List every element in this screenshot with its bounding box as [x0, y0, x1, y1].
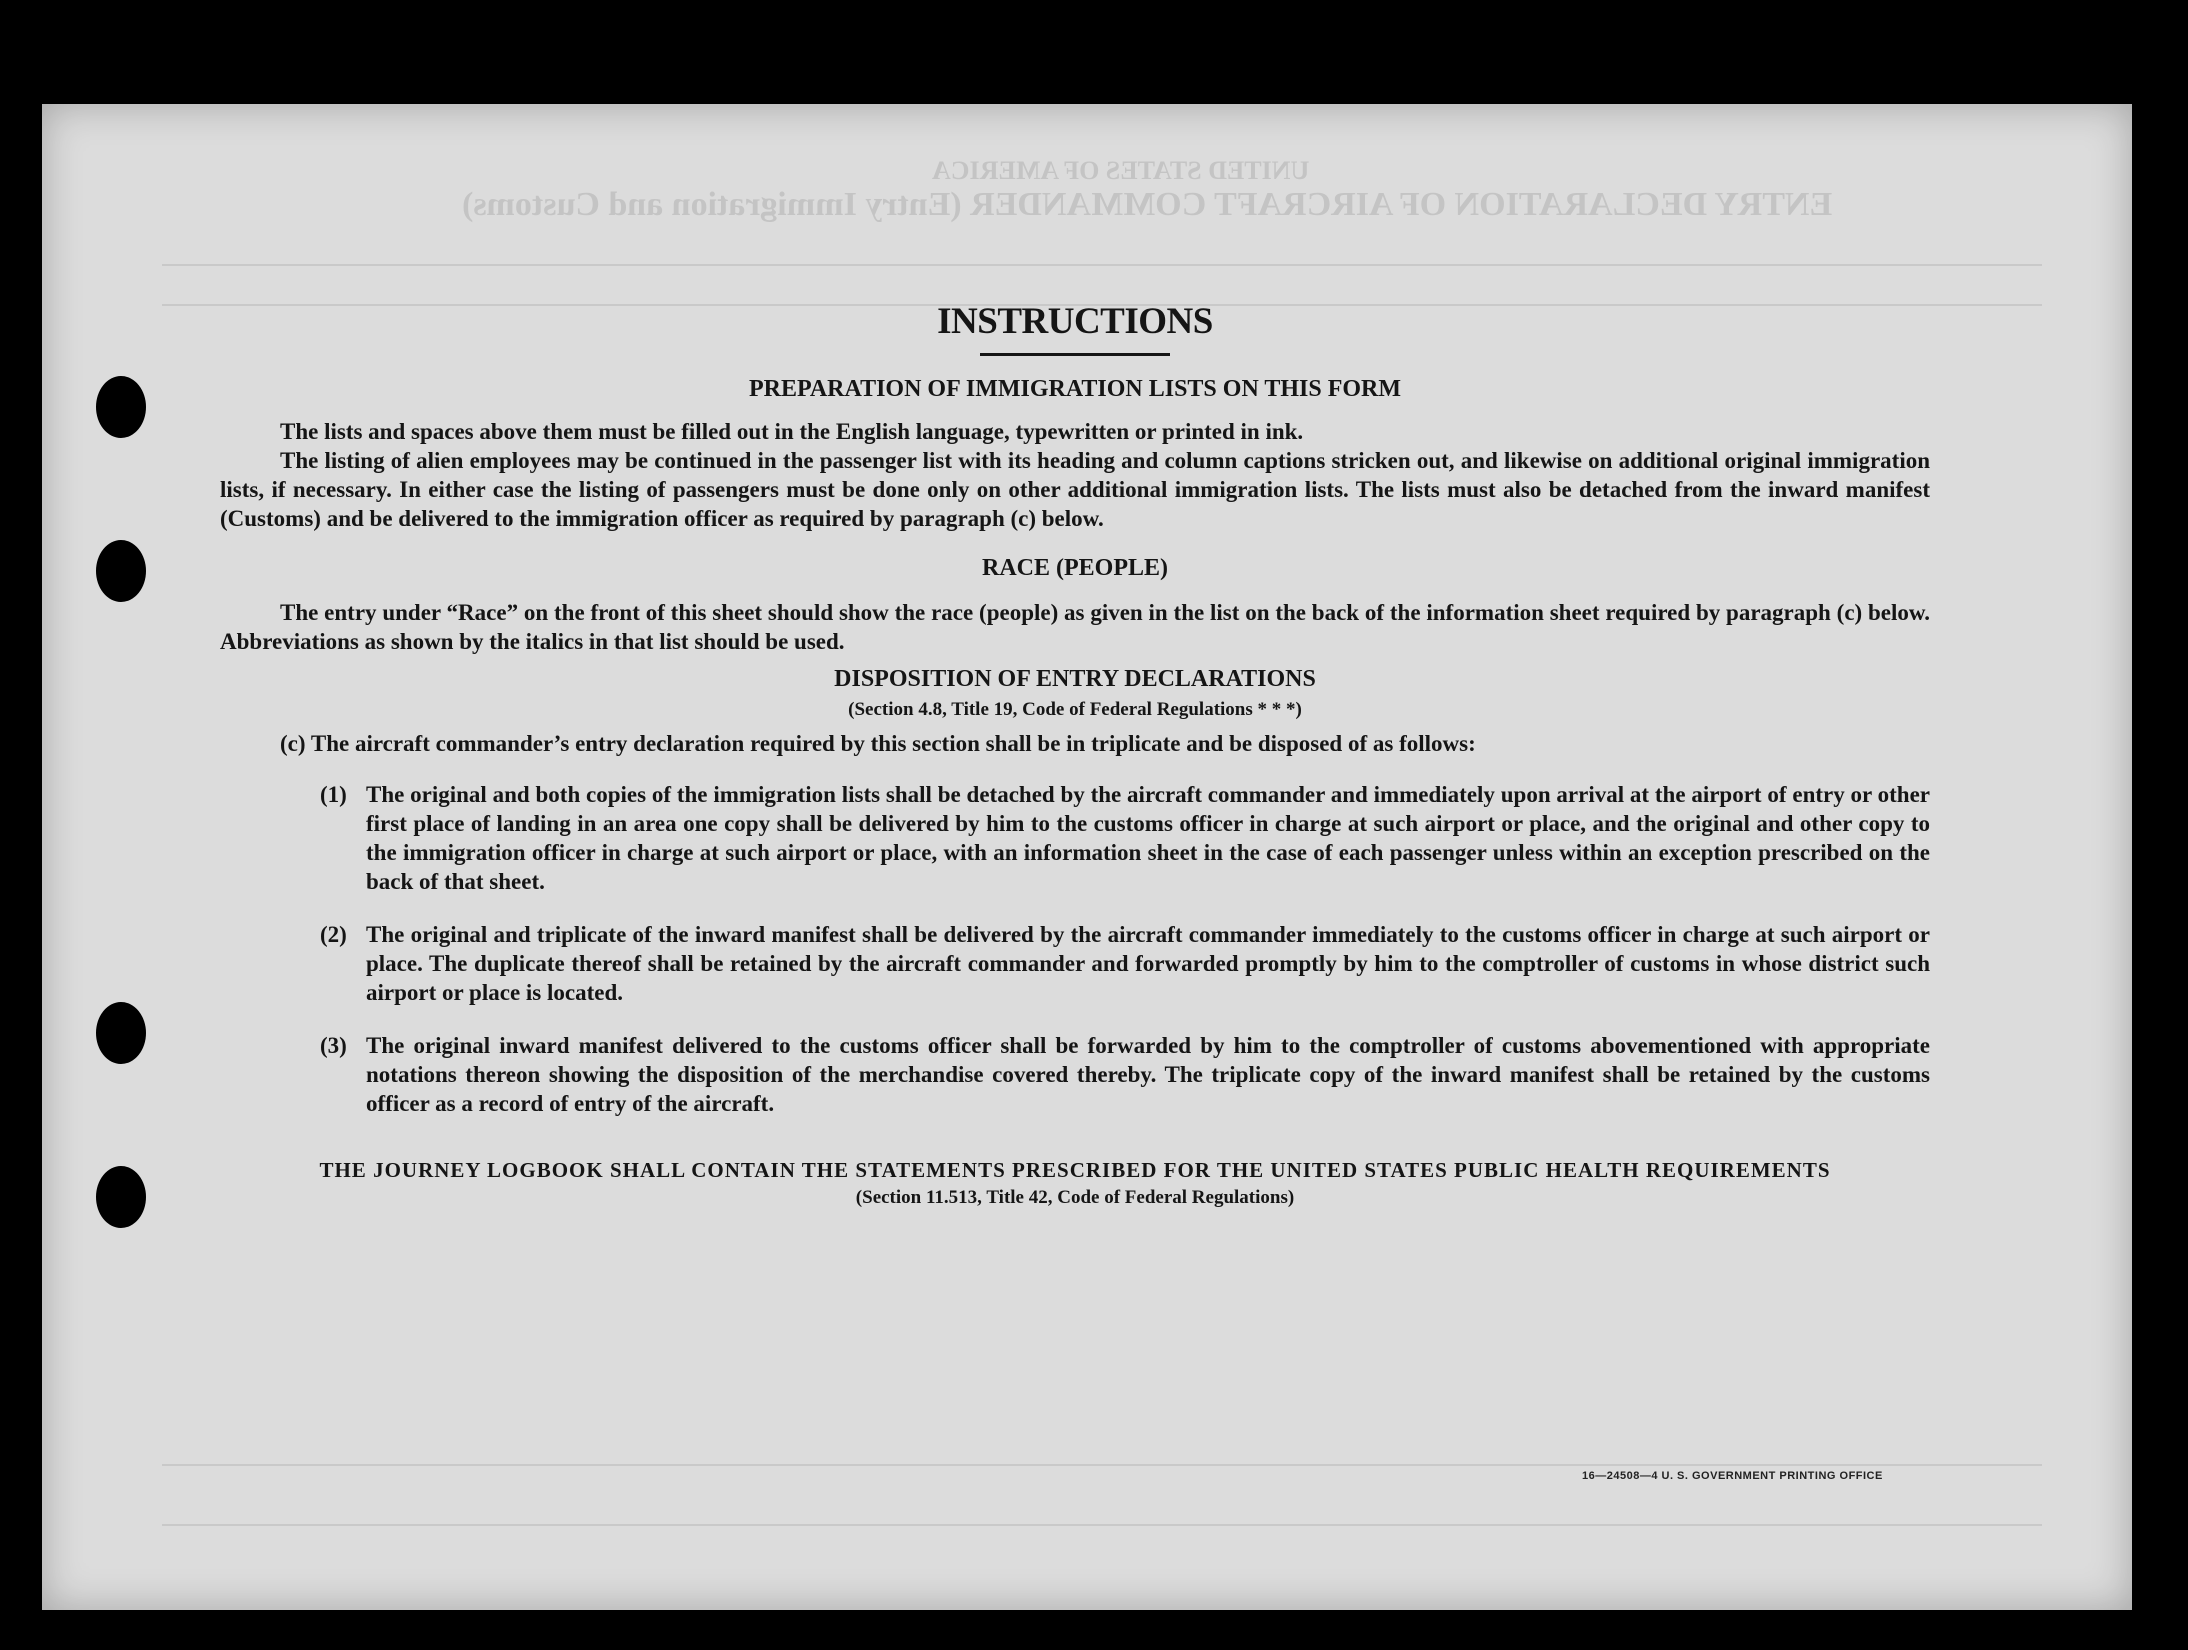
printer-mark: 16—24508—4 U. S. GOVERNMENT PRINTING OFFICE	[1582, 1470, 1883, 1482]
footer-heading: THE JOURNEY LOGBOOK SHALL CONTAIN THE STATEMENTS PRESCRIBED FOR THE UNITED STATES PUBLIC HEALTH REQUIREMENTS	[319, 1158, 1831, 1182]
punch-hole	[96, 1002, 146, 1064]
race-para: The entry under “Race” on the front of this sheet should show the race (people) as given in the list on the back of the information sheet required by paragraph (c) below. Abbreviations as shown by the italics in that list should be used.	[220, 600, 1930, 654]
list-item-number: (1)	[320, 782, 347, 807]
list-item-text: The original and both copies of the immigration lists shall be detached by the aircraft commander and immediately upon arrival at the airport of entry or other first place of landing in an area one copy shall be delivered by him to the customs officer in charge at such airport or place, and the original and other copy to the immigration officer in charge at such airport or place, with an information sheet in the case of each passenger unless within an exception prescribed on the back of that sheet.	[366, 782, 1930, 894]
list-item-text: The original inward manifest delivered to the customs officer shall be forwarded by him to the comptroller of customs abovementioned with appropriate notations thereon showing the disposition of the merchandise covered thereby. The triplicate copy of the inward manifest shall be retained by the customs officer as a record of entry of the aircraft.	[366, 1033, 1930, 1116]
footer-citation: (Section 11.513, Title 42, Code of Federal Regulations)	[855, 1187, 1295, 1208]
list-item-number: (3)	[320, 1033, 347, 1058]
list-item	[320, 780, 1930, 896]
preparation-para-2: The listing of alien employees may be continued in the passenger list with its heading and column captions stricken out, and likewise on additional original immigration lists, if necessary. In either case the listing of passengers must be done only on other additional immigration lists. The lists must also be detached from the inward manifest (Customs) and be delivered to the immigration officer as required by paragraph (c) below.	[220, 448, 1930, 531]
punch-hole	[96, 1166, 146, 1228]
punch-hole	[96, 540, 146, 602]
instructions-content	[220, 300, 1930, 1209]
bleed-through-rule	[162, 1524, 2042, 1526]
punch-hole	[96, 376, 146, 438]
bleed-through-rule	[162, 1464, 2042, 1466]
list-item-text: The original and triplicate of the inward manifest shall be delivered by the aircraft commander immediately to the customs officer in charge at such airport or place. The duplicate thereof shall be retained by the aircraft commander and forwarded promptly by him to the comptroller of customs in whose district such airport or place is located.	[366, 922, 1930, 1005]
list-item	[320, 920, 1930, 1007]
preparation-para-1: The lists and spaces above them must be filled out in the English language, typewritten or printed in ink.	[280, 419, 1304, 444]
bleed-through-subtitle: ENTRY DECLARATION OF AIRCRAFT COMMANDER (Entry Immigration and Customs)	[462, 186, 1833, 223]
page-title: INSTRUCTIONS	[937, 301, 1213, 342]
bleed-through-title: UNITED STATES OF AMERICA	[932, 156, 1310, 185]
disposition-intro: (c) The aircraft commander’s entry declaration required by this section shall be in triplicate and be disposed of as follows:	[280, 731, 1476, 756]
bleed-through-rule	[162, 264, 2042, 266]
section-heading-disposition: DISPOSITION OF ENTRY DECLARATIONS	[834, 666, 1316, 692]
section-heading-race: RACE (PEOPLE)	[982, 555, 1168, 581]
section-heading-preparation: PREPARATION OF IMMIGRATION LISTS ON THIS FORM	[748, 376, 1402, 402]
list-item-number: (2)	[320, 922, 347, 947]
disposition-citation: (Section 4.8, Title 19, Code of Federal Regulations * * *)	[848, 699, 1302, 720]
title-underline	[980, 353, 1170, 356]
list-item	[320, 1031, 1930, 1118]
